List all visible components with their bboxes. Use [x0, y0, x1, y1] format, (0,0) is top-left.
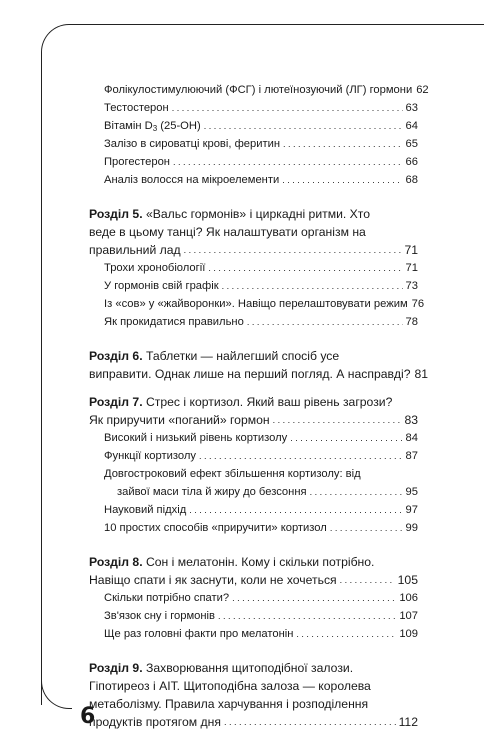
toc-entry-page: 83 — [404, 413, 418, 427]
toc-entry-title: 10 простих способів «приручити» кортизол — [104, 522, 327, 534]
toc-entry-page: 112 — [398, 715, 418, 729]
chapter-5-heading-cont: веде в цьому танці? Як налаштувати організм на — [89, 225, 366, 239]
toc-entry-page: 84 — [405, 432, 418, 444]
toc-entry-page: 66 — [405, 156, 418, 168]
toc-entry-page: 97 — [405, 504, 418, 516]
toc-entry[interactable] — [104, 135, 418, 154]
toc-entry-title: Функції кортизолу — [104, 450, 196, 462]
chapter-label: Розділ 6. — [89, 349, 143, 363]
chapter-9-heading-cont: метаболізму. Правила харчування і розподілення — [89, 697, 369, 711]
toc-entry[interactable] — [104, 589, 418, 608]
toc-entry[interactable] — [89, 713, 418, 731]
dot-leader — [290, 429, 402, 448]
dot-leader — [273, 411, 402, 429]
dot-leader — [172, 99, 403, 118]
dot-leader — [224, 713, 396, 731]
chapter-5-heading[interactable]: Розділ 5. «Вальс гормонів» і циркадні ритми. Хто — [89, 207, 371, 221]
toc-entry-title: Ще раз головні факти про мелатонін — [104, 628, 294, 640]
chapter-9-heading[interactable]: Розділ 9. Захворювання щитоподібної залози. — [89, 661, 354, 675]
toc-entry-title: У гормонів свій графік — [104, 280, 219, 292]
dot-leader — [340, 571, 395, 589]
toc-entry[interactable] — [104, 447, 418, 466]
toc-entry[interactable] — [117, 483, 418, 502]
dot-leader — [199, 447, 403, 466]
toc-entry-title: Прогестерон — [104, 156, 170, 168]
dot-leader — [222, 277, 403, 296]
toc-entry-page: 71 — [404, 243, 418, 257]
toc-entry-page: 95 — [405, 486, 418, 498]
toc-entry-page: 107 — [399, 610, 418, 622]
toc-entry-page: 109 — [399, 628, 418, 640]
toc-entry-title: Фолікулостимулюючий (ФСГ) і лютеїнозуючий (ЛГ) гормони — [104, 84, 413, 96]
toc-entry[interactable] — [89, 365, 429, 383]
toc-entry-title: Тестостерон — [104, 102, 169, 114]
toc-entry-title: Науковий підхід — [104, 504, 187, 516]
dot-leader — [173, 153, 403, 172]
dot-leader — [232, 589, 396, 608]
toc-entry-page: 76 — [411, 298, 425, 310]
toc-entry-title: Аналіз волосся на мікроелементи — [104, 174, 280, 186]
chapter-label: Розділ 5. — [89, 207, 143, 221]
toc-entry-page: 65 — [405, 138, 418, 150]
chapter-6-heading[interactable]: Розділ 6. Таблетки — найлегший спосіб усе — [89, 349, 340, 363]
toc-entry[interactable] — [104, 501, 418, 520]
toc-entry-page: 71 — [405, 262, 418, 274]
toc-entry-page: 64 — [405, 120, 418, 132]
toc-entry[interactable] — [104, 429, 418, 448]
toc-entry-title: Скільки потрібно спати? — [104, 592, 230, 604]
toc-entry[interactable] — [104, 99, 418, 118]
toc-entry-line1: Довгостроковий ефект збільшення кортизолу: від — [104, 468, 361, 480]
toc-entry[interactable] — [104, 625, 418, 644]
toc-entry[interactable] — [104, 171, 418, 190]
dot-leader — [189, 501, 402, 520]
dot-leader — [283, 135, 403, 154]
dot-leader — [310, 483, 403, 502]
toc-entry-title: Трохи хронобіології — [104, 262, 206, 274]
toc-entry-page: 68 — [405, 174, 418, 186]
toc-entry-title: Як прокидатися правильно — [104, 316, 244, 328]
toc-entry[interactable] — [89, 571, 418, 589]
toc-entry-title: виправити. Однак лише на перший погляд. А насправді? — [89, 367, 411, 381]
dot-leader — [330, 519, 403, 538]
toc-entry-page: 78 — [405, 316, 418, 328]
toc-entry-title: продуктів протягом дня — [89, 715, 221, 729]
toc-entry-page: 105 — [397, 573, 418, 587]
dot-leader — [208, 259, 402, 278]
chapter-label: Розділ 8. — [89, 555, 143, 569]
dot-leader — [184, 241, 402, 259]
dot-leader — [296, 625, 396, 644]
chapter-7-heading[interactable]: Розділ 7. Стрес і кортизол. Який ваш рівень загрози? — [89, 395, 393, 409]
chapter-label: Розділ 7. — [89, 395, 143, 409]
toc-entry-title: Високий і низький рівень кортизолу — [104, 432, 288, 444]
toc-entry[interactable] — [104, 277, 418, 296]
dot-leader — [247, 313, 403, 332]
chapter-9-heading-cont: Гіпотиреоз і АІТ. Щитоподібна залоза — королева — [89, 679, 371, 693]
page-number: 6 — [80, 704, 96, 729]
toc-entry-title: Зв'язок сну і гормонів — [104, 610, 215, 622]
toc-entry-title: Залізо в сироватці крові, феритин — [104, 138, 281, 150]
dot-leader — [218, 607, 396, 626]
toc-entry[interactable] — [89, 241, 418, 259]
chapter-8-heading[interactable]: Розділ 8. Сон і мелатонін. Кому і скільки потрібно. — [89, 555, 375, 569]
toc-entry-title: Як приручити «поганий» гормон — [89, 413, 270, 427]
toc-entry[interactable] — [104, 519, 418, 538]
toc-entry[interactable] — [104, 259, 418, 278]
toc-entry-page: 62 — [416, 84, 429, 96]
dot-leader — [282, 171, 402, 190]
toc-entry-page: 81 — [414, 367, 429, 381]
toc-entry-page: 99 — [405, 522, 418, 534]
toc-entry-title: Вітамін $D_3$ (25-ОН) — [104, 120, 201, 133]
toc-entry-title: Із «сов» у «жайворонки». Навіщо перелаштовувати режим — [104, 298, 408, 310]
toc-entry-page: 63 — [405, 102, 418, 114]
toc-entry[interactable] — [104, 313, 418, 332]
toc-entry-page: 73 — [405, 280, 418, 292]
toc-entry[interactable] — [89, 411, 418, 429]
toc-entry-title: зайвої маси тіла й жиру до безсоння — [117, 486, 307, 498]
toc-entry-page: 106 — [399, 592, 418, 604]
toc-entry[interactable] — [104, 607, 418, 626]
toc-entry-page: 87 — [405, 450, 418, 462]
toc-entry[interactable] — [104, 81, 429, 99]
chapter-label: Розділ 9. — [89, 661, 143, 675]
toc-entry[interactable] — [104, 153, 418, 172]
toc-entry[interactable] — [104, 295, 425, 313]
toc-entry-title: Навіщо спати і як заснути, коли не хочеться — [89, 573, 337, 587]
toc-entry-title: правильний лад — [89, 243, 181, 257]
